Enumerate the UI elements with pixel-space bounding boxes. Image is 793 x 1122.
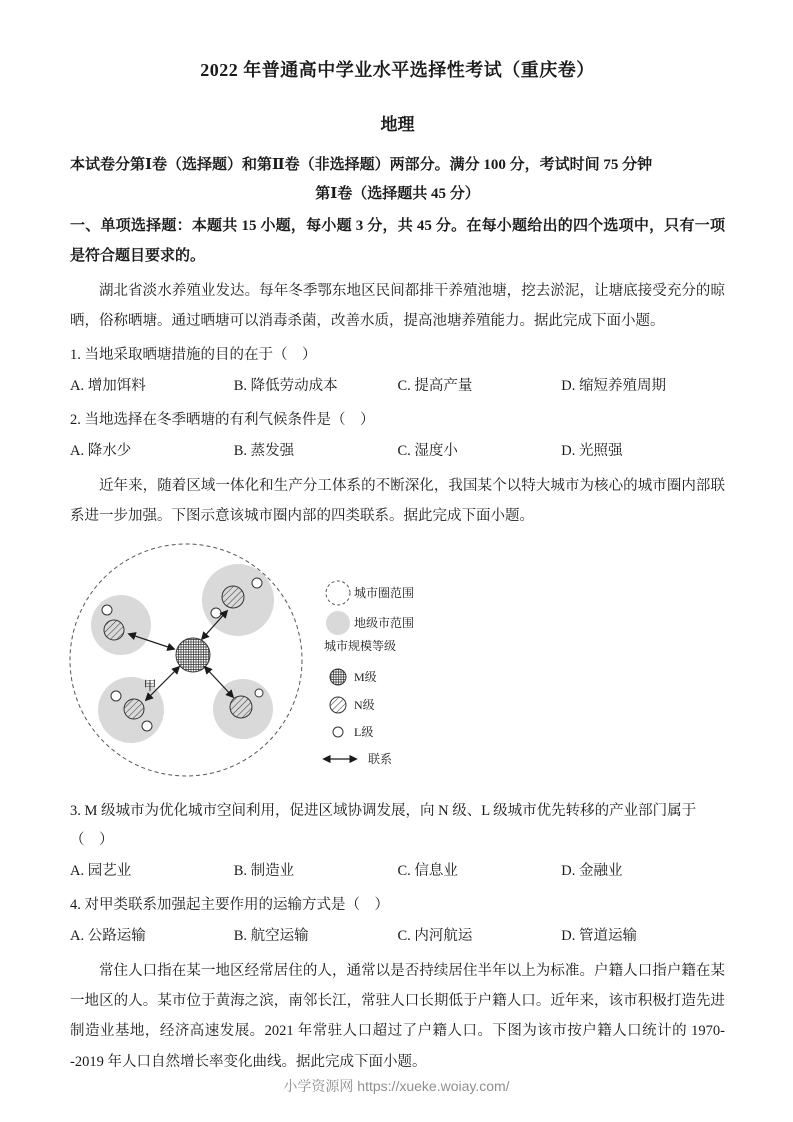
option-2a: A. 降水少 <box>70 442 132 459</box>
exam-intro: 本试卷分第Ⅰ卷（选择题）和第Ⅱ卷（非选择题）两部分。满分 100 分，考试时间 75 分钟 <box>70 157 653 173</box>
option-2d: D. 光照强 <box>561 442 623 459</box>
passage-population: 常住人口指在某一地区经常居住的人，通常以是否持续居住半年以上为标准。户籍人口指户籍在某一地区的人。某市位于黄海之滨，南邻长江，常驻人口长期低于户籍人口。近年来，该市积极打造先进制造业基地，经济高速发展。2021 年常驻人口超过了户籍人口。下图为该市按户籍人口统计的 1970--2019 年人口自然增长率变化曲线。据此完成下面小题。 <box>70 963 725 1070</box>
option-4d: D. 管道运输 <box>561 928 637 945</box>
legend-n-level-icon <box>330 697 346 713</box>
l-level-city <box>102 605 112 615</box>
footer-site-link[interactable]: 小学资源网 https://xueke.woiay.com/ <box>283 1078 510 1094</box>
option-2b: B. 蒸发强 <box>233 442 295 459</box>
question-3-options <box>70 857 725 886</box>
passage-pond: 湖北省淡水养殖业发达。每年冬季鄂东地区民间都排干养殖池塘，挖去淤泥，让塘底接受充分的晾晒，俗称晒塘。通过晒塘可以消毒杀菌，改善水质，提高池塘养殖能力。据此完成下面小题。 <box>70 282 725 329</box>
question-4-stem: 4. 对甲类联系加强起主要作用的运输方式是（ ） <box>70 897 389 914</box>
option-1d: D. 缩短养殖周期 <box>561 377 666 394</box>
question-4-options <box>70 922 725 951</box>
l-level-city <box>142 721 152 731</box>
question-3-stem: 3. M 级城市为优化城市空间利用，促进区域协调发展，向 N 级、L 级城市优先转移的产业部门属于（ ） <box>70 803 697 849</box>
option-2c: C. 湿度小 <box>397 442 458 459</box>
legend-link-label: 联系 <box>368 752 393 767</box>
section-heading: 第Ⅰ卷（选择题共 45 分） <box>315 185 480 202</box>
n-level-city <box>104 620 124 640</box>
l-level-city <box>211 608 221 618</box>
n-level-city <box>230 696 252 718</box>
passage-city-circle: 近年来，随着区域一体化和生产分工体系的不断深化，我国某个以特大城市为核心的城市圈内部联系进一步加强。下图示意该城市圈内部的四类联系。据此完成下面小题。 <box>70 477 725 524</box>
option-1b: B. 降低劳动成本 <box>233 377 338 394</box>
part1-heading: 一、单项选择题：本题共 15 小题，每小题 3 分，共 45 分。在每小题给出的四个选项中，只有一项是符合题目要求的。 <box>70 217 725 264</box>
city-circle-figure <box>66 537 725 792</box>
legend-scale-title: 城市规模等级 <box>324 639 397 654</box>
m-level-city <box>176 638 210 672</box>
option-1a: A. 增加饵料 <box>70 377 146 394</box>
legend-prefecture-label: 地级市范围 <box>354 616 415 631</box>
option-4a: A. 公路运输 <box>70 928 146 945</box>
legend-prefecture-icon <box>326 611 350 635</box>
option-4b: B. 航空运输 <box>233 928 309 945</box>
subject-title: 地理 <box>380 115 415 134</box>
question-1-options <box>70 372 725 401</box>
l-level-city <box>252 578 262 588</box>
legend-city-circle-label: 城市圈范围 <box>354 586 415 601</box>
page-title: 2022 年普通高中学业水平选择性考试（重庆卷） <box>200 60 595 80</box>
option-3d: D. 金融业 <box>561 863 623 880</box>
question-2-options <box>70 437 725 466</box>
legend-l-level-icon <box>333 727 343 737</box>
footer-watermark <box>0 1076 793 1096</box>
option-3a: A. 园艺业 <box>70 863 132 880</box>
legend-n-level-label: N级 <box>354 698 375 713</box>
option-1c: C. 提高产量 <box>397 377 473 394</box>
legend-m-level-icon <box>330 669 346 685</box>
question-1-stem: 1. 当地采取晒塘措施的目的在于（ ） <box>70 346 317 363</box>
l-level-city <box>255 689 263 697</box>
n-level-city <box>124 699 144 719</box>
legend-city-circle-icon <box>326 581 350 605</box>
legend-m-level-label: M级 <box>354 670 377 685</box>
city-circle-diagram <box>66 537 511 787</box>
legend-l-level-label: L级 <box>354 725 374 740</box>
l-level-city <box>111 691 121 701</box>
n-level-city <box>222 586 244 608</box>
question-2-stem: 2. 当地选择在冬季晒塘的有利气候条件是（ ） <box>70 411 375 428</box>
option-3c: C. 信息业 <box>397 863 458 880</box>
option-4c: C. 内河航运 <box>397 928 473 945</box>
label-jia: 甲 <box>143 678 157 694</box>
option-3b: B. 制造业 <box>233 863 295 880</box>
